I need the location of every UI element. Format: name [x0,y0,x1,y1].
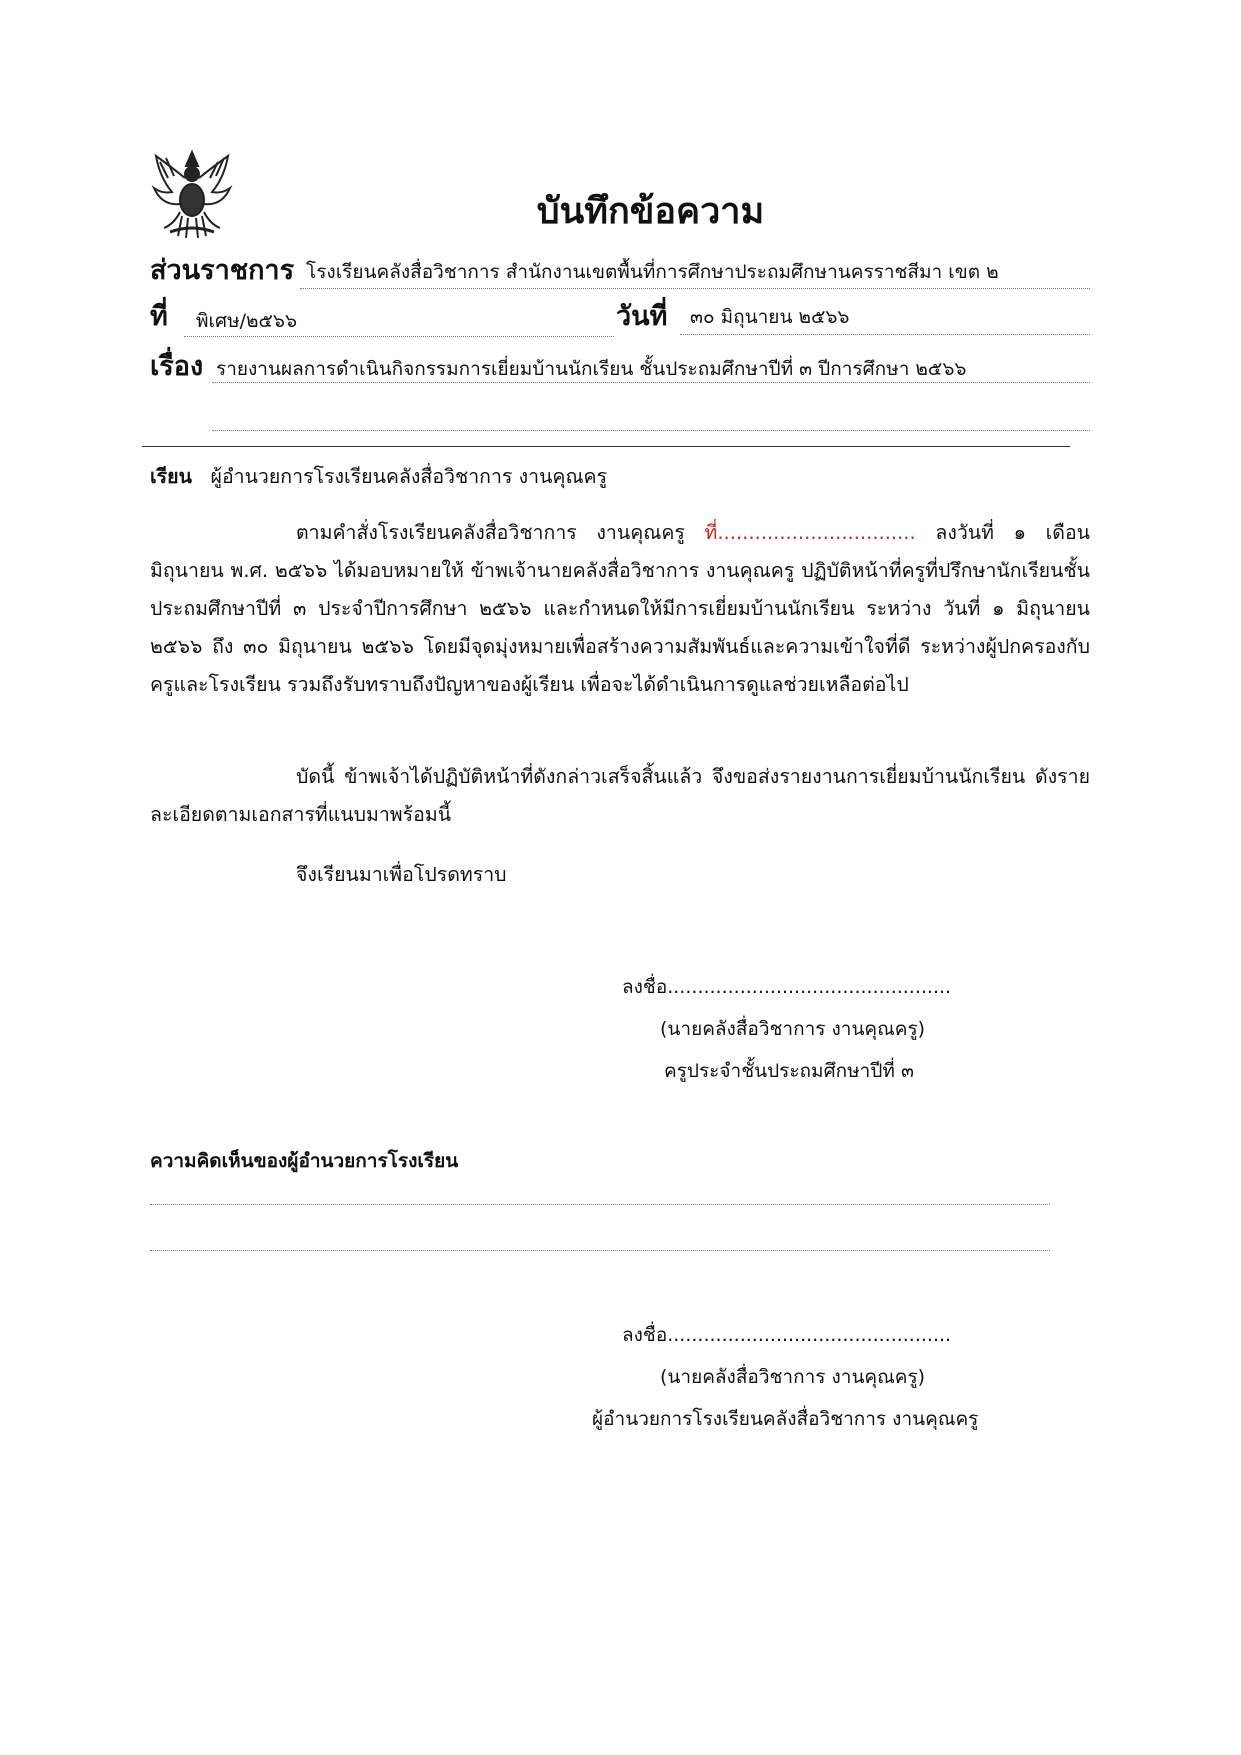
signature-1-name: (นายคลังสื่อวิชาการ งานคุณครู) [660,1018,926,1040]
dept-label: ส่วนราชการ [150,255,295,286]
date-value: ๓๐ มิถุนายน ๒๕๖๖ [690,306,850,328]
date-underline [680,334,1090,335]
body-p1-part2: ลงวันที่ ๑ เดือน มิถุนายน พ.ศ. ๒๕๖๖ ได้มอบหมายให้ ข้าพเจ้านายคลังสื่อวิชาการ งานคุณครู ปฏิบัติหน้าที่ครูที่ปรึกษานักเรียนชั้นประถมศึกษาปีที่ ๓ ประจำปีการศึกษา ๒๕๖๖ และกำหนดให้มีการเยี่ยมบ้านนักเรียน ระหว่าง วันที่ ๑ มิถุนายน ๒๕๖๖ ถึง ๓๐ มิถุนายน ๒๕๖๖ โดยมีจุดมุ่งหมายเพื่อสร้างความสัมพันธ์และความเข้าใจที่ดี ระหว่างผู้ปกครองกับครูและโรงเรียน รวมถึงรับทราบถึงปัญหาของผู้เรียน เพื่อจะได้ดำเนินการดูแลช่วยเหลือต่อไป [150,521,1091,696]
signature-2-line: ลงชื่อ............................................... [622,1324,952,1346]
signature-2-name: (นายคลังสื่อวิชาการ งานคุณครู) [660,1366,926,1388]
no-underline [184,336,614,337]
dept-value: โรงเรียนคลังสื่อวิชาการ สำนักงานเขตพื้นที่การศึกษาประถมศึกษานครราชสีมา เขต ๒ [306,261,999,283]
salutation-value: ผู้อำนวยการโรงเรียนคลังสื่อวิชาการ งานคุณครู [210,465,608,488]
date-label: วันที่ [616,301,668,332]
body-paragraph-1 [150,514,1090,704]
body-p1-part1: ตามคำสั่งโรงเรียนคลังสื่อวิชาการ งานคุณครู [296,521,705,544]
subject-underline-2 [212,430,1090,431]
opinion-line-1 [150,1204,1050,1205]
no-label: ที่ [150,301,168,332]
signature-2-position: ผู้อำนวยการโรงเรียนคลังสื่อวิชาการ งานคุณครู [592,1408,979,1430]
signature-1-position: ครูประจำชั้นประถมศึกษาปีที่ ๓ [664,1060,914,1082]
subject-label: เรื่อง [150,351,204,382]
salutation-label: เรียน [150,465,192,488]
opinion-line-2 [150,1250,1050,1251]
salutation [150,458,607,496]
body-paragraph-2: บัดนี้ ข้าพเจ้าได้ปฏิบัติหน้าที่ดังกล่าวเสร็จสิ้นแล้ว จึงขอส่งรายงานการเยี่ยมบ้านนักเรียน ดังรายละเอียดตามเอกสารที่แนบมาพร้อมนี้ [150,765,1090,826]
dept-underline [300,288,1090,289]
order-number-blank: ที่................................ [704,521,916,544]
signature-1-line: ลงชื่อ............................................... [622,976,952,998]
page-title: บันทึกข้อความ [536,191,765,232]
no-value: พิเศษ/๒๕๖๖ [196,310,298,332]
closing-text: จึงเรียนมาเพื่อโปรดทราบ [296,863,507,886]
subject-value: รายงานผลการดำเนินกิจกรรมการเยี่ยมบ้านนักเรียน ชั้นประถมศึกษาปีที่ ๓ ปีการศึกษา ๒๕๖๖ [216,358,967,380]
opinion-heading: ความคิดเห็นของผู้อำนวยการโรงเรียน [150,1150,459,1172]
subject-underline [212,382,1090,383]
header-divider [142,446,1070,447]
